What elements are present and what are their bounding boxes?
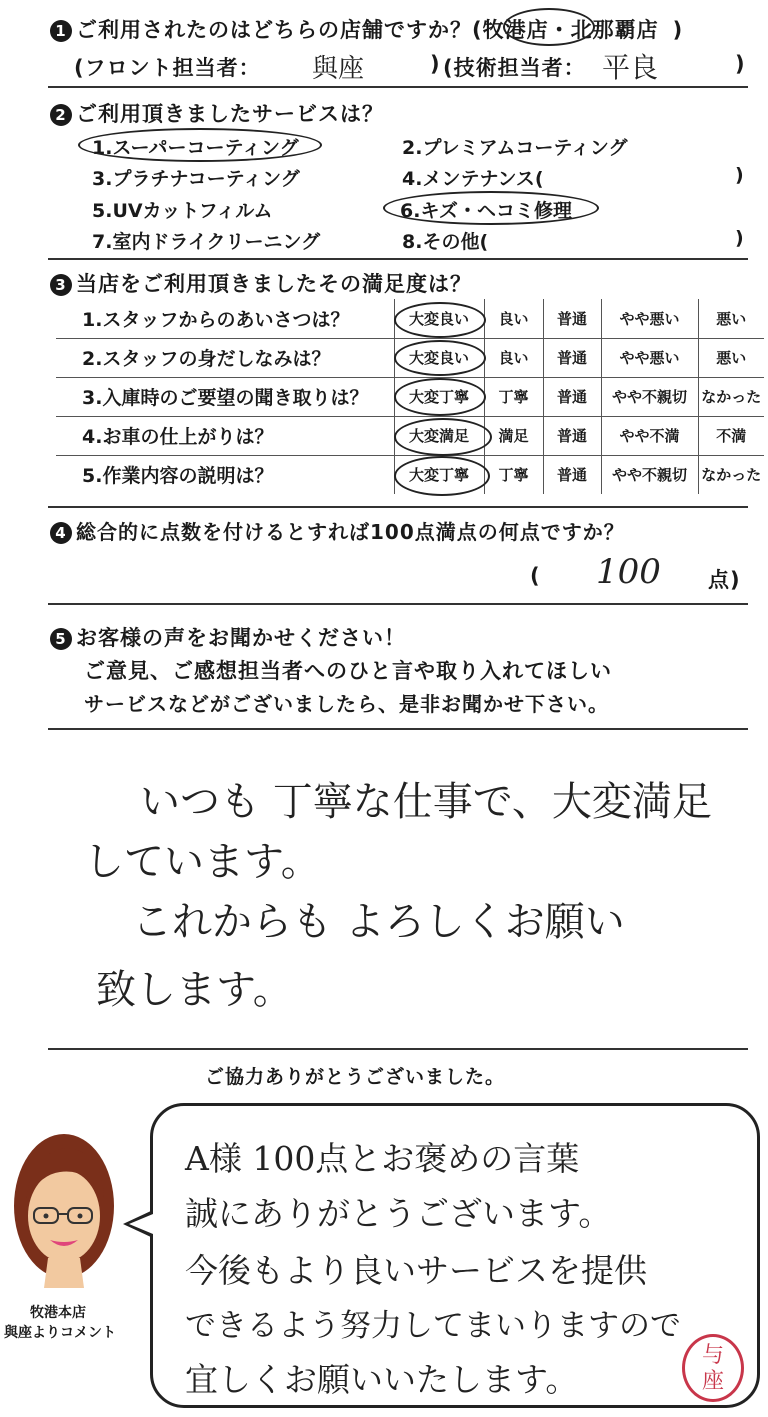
store-selection-circle <box>503 8 595 46</box>
service-option-8-close: ) <box>735 227 744 249</box>
q2-text: ご利用頂きましたサービスは？ <box>76 102 384 126</box>
satisfaction-question: 5.作業内容の説明は？ <box>56 455 394 494</box>
satisfaction-question: 2.スタッフの身だしなみは？ <box>56 338 394 377</box>
rating-cell: 大変丁寧 <box>394 455 484 494</box>
rating-cell: 悪い <box>698 338 764 377</box>
service-option-4: 4.メンテナンス( <box>402 168 544 190</box>
q2-number-badge: 2 <box>50 104 72 126</box>
thanks-message: ご協力ありがとうございました。 <box>205 1066 506 1088</box>
rating-cell: やや不親切 <box>601 455 698 494</box>
q5-heading <box>50 622 406 652</box>
q5-number-badge: 5 <box>50 628 72 650</box>
stamp-char-1: 与 <box>701 1343 724 1368</box>
q1-text: ご利用されたのはどちらの店舗ですか？( <box>76 18 483 42</box>
front-staff-close: ) <box>430 52 441 76</box>
staff-reply-line-3: 今後もより良いサービスを提供 <box>185 1251 647 1290</box>
section-divider <box>48 603 748 605</box>
service-1-selection-circle <box>78 128 322 162</box>
section-divider <box>48 506 748 508</box>
tech-staff-label: (技術担当者： <box>443 56 586 80</box>
tech-staff-value: 平良 <box>602 51 659 84</box>
rating-selection-circle <box>394 418 492 456</box>
staff-reply-line-1: A様 100点とお褒めの言葉 <box>185 1139 580 1178</box>
rating-cell: 大変良い <box>394 299 484 338</box>
rating-cell: やや悪い <box>601 299 698 338</box>
avatar-eye-right <box>78 1214 83 1219</box>
rating-selection-circle <box>394 302 486 338</box>
staff-avatar <box>8 1128 120 1298</box>
staff-reply-line-5: 宜しくお願いいたします。 <box>185 1360 579 1399</box>
rating-cell: 大変満足 <box>394 416 484 455</box>
satisfaction-question: 1.スタッフからのあいさつは？ <box>82 308 350 331</box>
q5-line-2: ご意見、ご感想担当者へのひと言や取り入れてほしい <box>84 659 612 683</box>
service-6-selection-circle <box>383 191 599 225</box>
front-staff-label: (フロント担当者： <box>74 56 261 80</box>
rating-cell: 大変丁寧 <box>394 377 484 416</box>
avatar-face <box>28 1170 100 1262</box>
customer-comment-line-2: しています。 <box>84 839 321 885</box>
rating-selection-circle <box>394 340 486 376</box>
q3-text: 当店をご利用頂きましたその満足度は？ <box>76 272 472 296</box>
q1-number-badge: 1 <box>50 20 72 42</box>
stamp-char-2: 座 <box>701 1369 724 1394</box>
q4-text: 総合的に点数を付けるとすれば100点満点の何点ですか？ <box>76 520 625 544</box>
section-divider <box>48 86 748 88</box>
staff-caption-line-2: 與座よりコメント <box>4 1325 116 1341</box>
staff-reply-line-4: できるよう努力してまいりますので <box>185 1308 681 1344</box>
rating-cell: 大変良い <box>394 338 484 377</box>
store-separator: ・ <box>548 18 571 42</box>
rating-cell: 不満 <box>698 416 764 455</box>
service-option-4-close: ) <box>735 164 744 186</box>
staff-caption-line-1: 牧港本店 <box>30 1305 86 1321</box>
section-divider <box>48 1048 748 1050</box>
store-option-kitanaha: 北那覇店 <box>570 18 659 42</box>
rating-cell: 丁寧 <box>484 455 543 494</box>
service-option-8: 8.その他( <box>402 231 489 253</box>
rating-cell: 普通 <box>543 338 601 377</box>
rating-cell: なかった <box>698 455 764 494</box>
rating-cell: 良い <box>484 299 543 338</box>
service-option-6: 6.キズ・ヘコミ修理 <box>400 200 573 222</box>
rating-selection-circle <box>394 456 490 496</box>
staff-reply-line-2: 誠にありがとうございます。 <box>185 1194 612 1233</box>
rating-cell: 普通 <box>543 416 601 455</box>
rating-cell: やや悪い <box>601 338 698 377</box>
rating-cell: 丁寧 <box>484 377 543 416</box>
customer-comment-line-4: 致します。 <box>96 967 293 1013</box>
customer-comment-line-1: いつも 丁寧な仕事で、大変満足 <box>140 779 712 825</box>
q4-number-badge: 4 <box>50 522 72 544</box>
q5-line-3: サービスなどがございましたら、是非お聞かせ下さい。 <box>84 692 609 716</box>
store-option-makiminato: 牧港店 <box>482 18 549 42</box>
satisfaction-question: 4.お車の仕上がりは？ <box>56 416 394 455</box>
rating-cell: 普通 <box>543 455 601 494</box>
service-option-7: 7.室内ドライクリーニング <box>92 231 321 253</box>
service-option-1: 1.スーパーコーティング <box>92 137 299 159</box>
front-staff-value: 與座 <box>312 54 365 84</box>
section-divider <box>48 258 748 260</box>
q1-staff-line <box>74 52 261 82</box>
tech-staff-close: ) <box>735 52 746 76</box>
q3-number-badge: 3 <box>50 274 72 296</box>
speech-bubble-tail-inner <box>129 1214 153 1234</box>
satisfaction-question: 3.入庫時のご要望の聞き取りは？ <box>56 377 394 416</box>
rating-cell: 満足 <box>484 416 543 455</box>
customer-comment-line-3: これからも よろしくお願い <box>132 899 625 945</box>
section-divider <box>48 728 748 730</box>
rating-selection-circle <box>394 378 486 416</box>
q2-heading <box>50 98 384 128</box>
rating-cell: なかった <box>698 377 764 416</box>
q3-heading <box>50 268 472 298</box>
rating-cell: 普通 <box>543 377 601 416</box>
q5-line-1: お客様の声をお聞かせください！ <box>76 626 406 650</box>
avatar-neck <box>44 1258 84 1288</box>
service-option-5: 5.UVカットフィルム <box>92 200 273 222</box>
rating-cell: やや不満 <box>601 416 698 455</box>
rating-cell: やや不親切 <box>601 377 698 416</box>
rating-cell: 普通 <box>543 299 601 338</box>
rating-cell: 悪い <box>698 299 764 338</box>
rating-cell: 良い <box>484 338 543 377</box>
score-value: 100 <box>596 552 661 592</box>
q4-heading <box>50 516 625 545</box>
avatar-eye-left <box>44 1214 49 1219</box>
name-seal-stamp <box>682 1334 744 1402</box>
score-unit: 点) <box>708 568 741 592</box>
service-option-3: 3.プラチナコーティング <box>92 168 300 190</box>
score-paren-open: ( <box>530 564 541 588</box>
service-option-2: 2.プレミアムコーティング <box>402 137 628 159</box>
q1-paren-close: ) <box>672 18 684 42</box>
